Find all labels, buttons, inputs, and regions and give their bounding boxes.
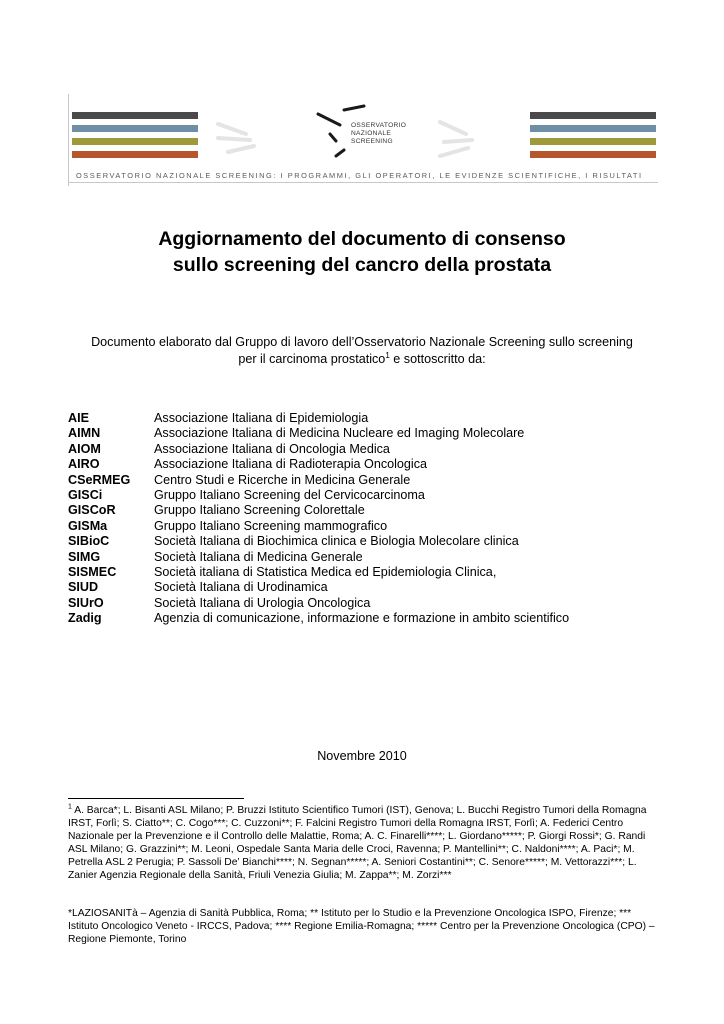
list-item	[68, 488, 668, 503]
org-name: Associazione Italiana di Medicina Nucleare ed Imaging Molecolare	[154, 426, 525, 441]
org-abbreviation: SIBioC	[68, 534, 110, 549]
org-name: Società italiana di Statistica Medica ed Epidemiologia Clinica,	[154, 564, 497, 579]
org-abbreviation: SIMG	[68, 549, 101, 564]
list-item	[68, 519, 668, 534]
list-item	[68, 580, 668, 595]
list-item	[68, 596, 668, 611]
org-abbreviation: Zadig	[68, 611, 102, 626]
title-line-2: sullo screening del cancro della prostata	[172, 254, 552, 276]
footnote-text: A. Barca*; L. Bisanti ASL Milano; P. Bruzzi Istituto Scientifico Tumori (IST), Genova; L. Bucchi Registro Tumori della Romagna IRST, Forlì; S. Ciatto**; C. Cogo***; C. Cuzzoni**; F. Falcini Registro Tumori della Romagna IRST, Forlì; A. Federici Centro Nazionale per la Prevenzione e il Controllo delle Malattie, Roma; A. C. Finarelli****; L. Giordano*****; P. Giorgi Rossi*; G. Randi ASL Milano; G. Grazzini**; M. Leoni, Ospedale Santa Maria delle Croci, Ravenna; P. Mantellini**; C. Naldoni****; A. Paci*; M. Petrella ASL 2 Perugia; P. Sassoli De’ Bianchi****; N. Segnan*****; A. Seniori Costantini**; C. Senore*****; M. Vettorazzi***; L. Zanier Agenzia Regionale della Sanità, Friuli Venezia Giulia; M. Zappa**; M. Zorzi***	[68, 805, 647, 882]
document-subtitle	[60, 334, 664, 368]
org-name: Gruppo Italiano Screening del Cervicocarcinoma	[154, 487, 425, 502]
org-abbreviation: SIUrO	[68, 595, 104, 610]
logo-line-1: OSSERVATORIO	[351, 122, 407, 129]
org-abbreviation: SIUD	[68, 580, 99, 595]
list-item	[68, 565, 668, 580]
header-caption: OSSERVATORIO NAZIONALE SCREENING: I PROGRAMMI, GLI OPERATORI, LE EVIDENZE SCIENTIFICHE, I RISULTATI	[76, 171, 643, 180]
footnote-mark: 1	[68, 803, 72, 811]
list-item	[68, 550, 668, 565]
subtitle-line-1: Documento elaborato dal Gruppo di lavoro dell’Osservatorio Nazionale Screening sullo screening	[91, 335, 633, 349]
org-name: Società Italiana di Medicina Generale	[154, 549, 363, 564]
org-abbreviation: AIOM	[68, 441, 101, 456]
list-item	[68, 426, 668, 441]
logo-wordmark	[351, 122, 406, 146]
org-name: Società Italiana di Biochimica clinica e Biologia Molecolare clinica	[154, 534, 519, 549]
org-abbreviation: AIMN	[68, 426, 101, 441]
footnote-separator	[68, 798, 244, 799]
org-name: Associazione Italiana di Radioterapia Oncologica	[154, 457, 428, 472]
footnote-reference: 1	[385, 350, 390, 360]
document-date: Novembre 2010	[317, 749, 407, 763]
org-name: Società Italiana di Urologia Oncologica	[154, 595, 371, 610]
org-name: Società Italiana di Urodinamica	[154, 580, 328, 595]
title-line-1: Aggiornamento del documento di consenso	[158, 228, 566, 250]
list-item	[68, 411, 668, 426]
document-header	[68, 94, 658, 186]
org-abbreviation: AIE	[68, 411, 89, 425]
subtitle-line-2-tail: e sottoscritto da:	[389, 352, 486, 366]
list-item	[68, 442, 668, 457]
footnote-authors	[68, 804, 658, 883]
list-item	[68, 457, 668, 472]
logo-line-2: NAZIONALE	[351, 130, 392, 137]
org-name: Gruppo Italiano Screening mammografico	[154, 518, 388, 533]
org-abbreviation: SISMEC	[68, 564, 117, 579]
header-bottom-rule	[68, 182, 658, 183]
logo-line-3: SCREENING	[351, 138, 393, 145]
org-name: Centro Studi e Ricerche in Medicina Generale	[154, 472, 411, 487]
org-name: Gruppo Italiano Screening Colorettale	[154, 503, 365, 518]
org-name: Agenzia di comunicazione, informazione e formazione in ambito scientifico	[154, 611, 570, 626]
org-name: Associazione Italiana di Oncologia Medica	[154, 441, 390, 456]
document-title	[60, 226, 664, 278]
list-item	[68, 611, 668, 626]
org-abbreviation: GISCoR	[68, 503, 116, 518]
footnote-affiliations: *LAZIOSANITà – Agenzia di Sanità Pubblica, Roma; ** Istituto per lo Studio e la Prevenzione Oncologica ISPO, Firenze; *** Istituto Oncologico Veneto - IRCCS, Padova; **** Regione Emilia-Romagna; ***** Centro per la Prevenzione Oncologica (CPO) – Regione Piemonte, Torino	[68, 908, 655, 946]
org-abbreviation: GISMa	[68, 518, 108, 533]
org-abbreviation: CSeRMEG	[68, 472, 131, 487]
org-abbreviation: GISCi	[68, 487, 103, 502]
list-item	[68, 503, 668, 518]
list-item	[68, 534, 668, 549]
list-item	[68, 473, 668, 488]
org-abbreviation: AIRO	[68, 457, 100, 472]
organization-list	[68, 411, 668, 626]
org-name: Associazione Italiana di Epidemiologia	[154, 411, 369, 425]
subtitle-line-2	[60, 351, 664, 368]
subtitle-line-2-text: per il carcinoma prostatico	[238, 352, 386, 366]
